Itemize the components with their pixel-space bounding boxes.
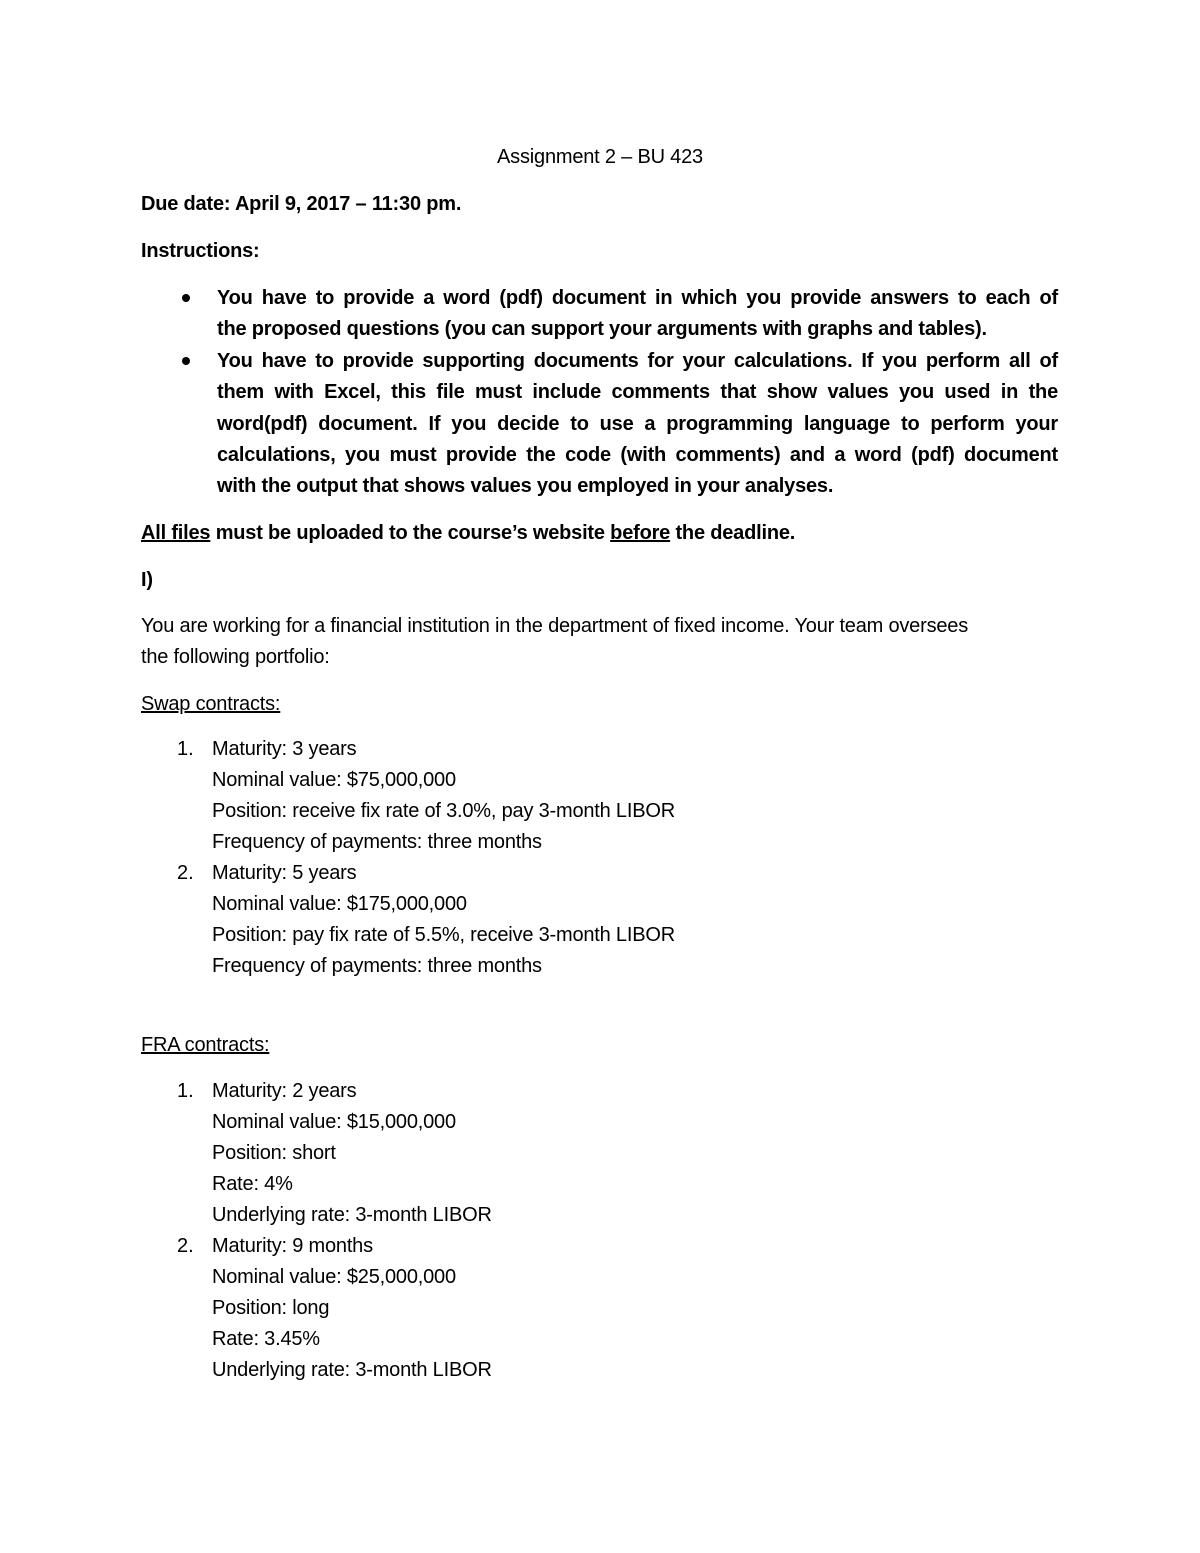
page-title: Assignment 2 – BU 423 <box>497 146 703 168</box>
fra-2-underlying: Underlying rate: 3-month LIBOR <box>212 1359 492 1381</box>
upload-note-middle: must be uploaded to the course’s website <box>210 522 611 544</box>
fra-1-nominal: Nominal value: $15,000,000 <box>212 1111 456 1133</box>
intro-line-2: the following portfolio: <box>141 646 330 668</box>
fra-1-number: 1. <box>177 1080 194 1102</box>
swap-1-nominal: Nominal value: $75,000,000 <box>212 769 456 791</box>
swap-2-nominal: Nominal value: $175,000,000 <box>212 893 467 915</box>
swap-2-number: 2. <box>177 862 194 884</box>
upload-note <box>141 521 795 545</box>
bullet-2-line-4: calculations, you must provide the code (with comments) and a word (pdf) document <box>217 444 1058 466</box>
fra-2-rate: Rate: 3.45% <box>212 1328 320 1350</box>
fra-2-position: Position: long <box>212 1297 330 1319</box>
intro-line-1: You are working for a financial institution in the department of fixed income. Your team oversees <box>141 615 969 637</box>
swap-heading: Swap contracts: <box>141 693 281 715</box>
due-date: Due date: April 9, 2017 – 11:30 pm. <box>141 193 462 215</box>
bullet-2-line-3: word(pdf) document. If you decide to use a programming language to perform your <box>217 413 1058 435</box>
upload-note-end: the deadline. <box>670 522 796 544</box>
fra-1-maturity: Maturity: 2 years <box>212 1080 357 1102</box>
bullet-dot-icon <box>182 357 190 365</box>
swap-1-frequency: Frequency of payments: three months <box>212 831 542 853</box>
fra-2-number: 2. <box>177 1235 194 1257</box>
bullet-2-line-1: You have to provide supporting documents for your calculations. If you perform all of <box>217 350 1058 372</box>
bullet-1-line-1: You have to provide a word (pdf) document in which you provide answers to each of <box>217 287 1058 309</box>
swap-2-position: Position: pay fix rate of 5.5%, receive 3-month LIBOR <box>212 924 675 946</box>
fra-2-maturity: Maturity: 9 months <box>212 1235 373 1257</box>
swap-2-frequency: Frequency of payments: three months <box>212 955 542 977</box>
bullet-2-line-2: them with Excel, this file must include comments that show values you used in the <box>217 381 1058 403</box>
fra-1-underlying: Underlying rate: 3-month LIBOR <box>212 1204 492 1226</box>
swap-1-position: Position: receive fix rate of 3.0%, pay 3-month LIBOR <box>212 800 675 822</box>
upload-note-all-files: All files <box>141 522 211 544</box>
bullet-1-line-2: the proposed questions (you can support your arguments with graphs and tables). <box>217 318 987 340</box>
instructions-heading: Instructions: <box>141 240 260 262</box>
fra-1-position: Position: short <box>212 1142 336 1164</box>
fra-1-rate: Rate: 4% <box>212 1173 293 1195</box>
bullet-2-line-5: with the output that shows values you employed in your analyses. <box>217 475 834 497</box>
swap-1-number: 1. <box>177 738 194 760</box>
fra-heading: FRA contracts: <box>141 1034 270 1056</box>
bullet-dot-icon <box>182 294 190 302</box>
upload-note-before: before <box>610 522 671 544</box>
fra-2-nominal: Nominal value: $25,000,000 <box>212 1266 456 1288</box>
swap-1-maturity: Maturity: 3 years <box>212 738 357 760</box>
swap-2-maturity: Maturity: 5 years <box>212 862 357 884</box>
section-label: I) <box>141 569 153 591</box>
